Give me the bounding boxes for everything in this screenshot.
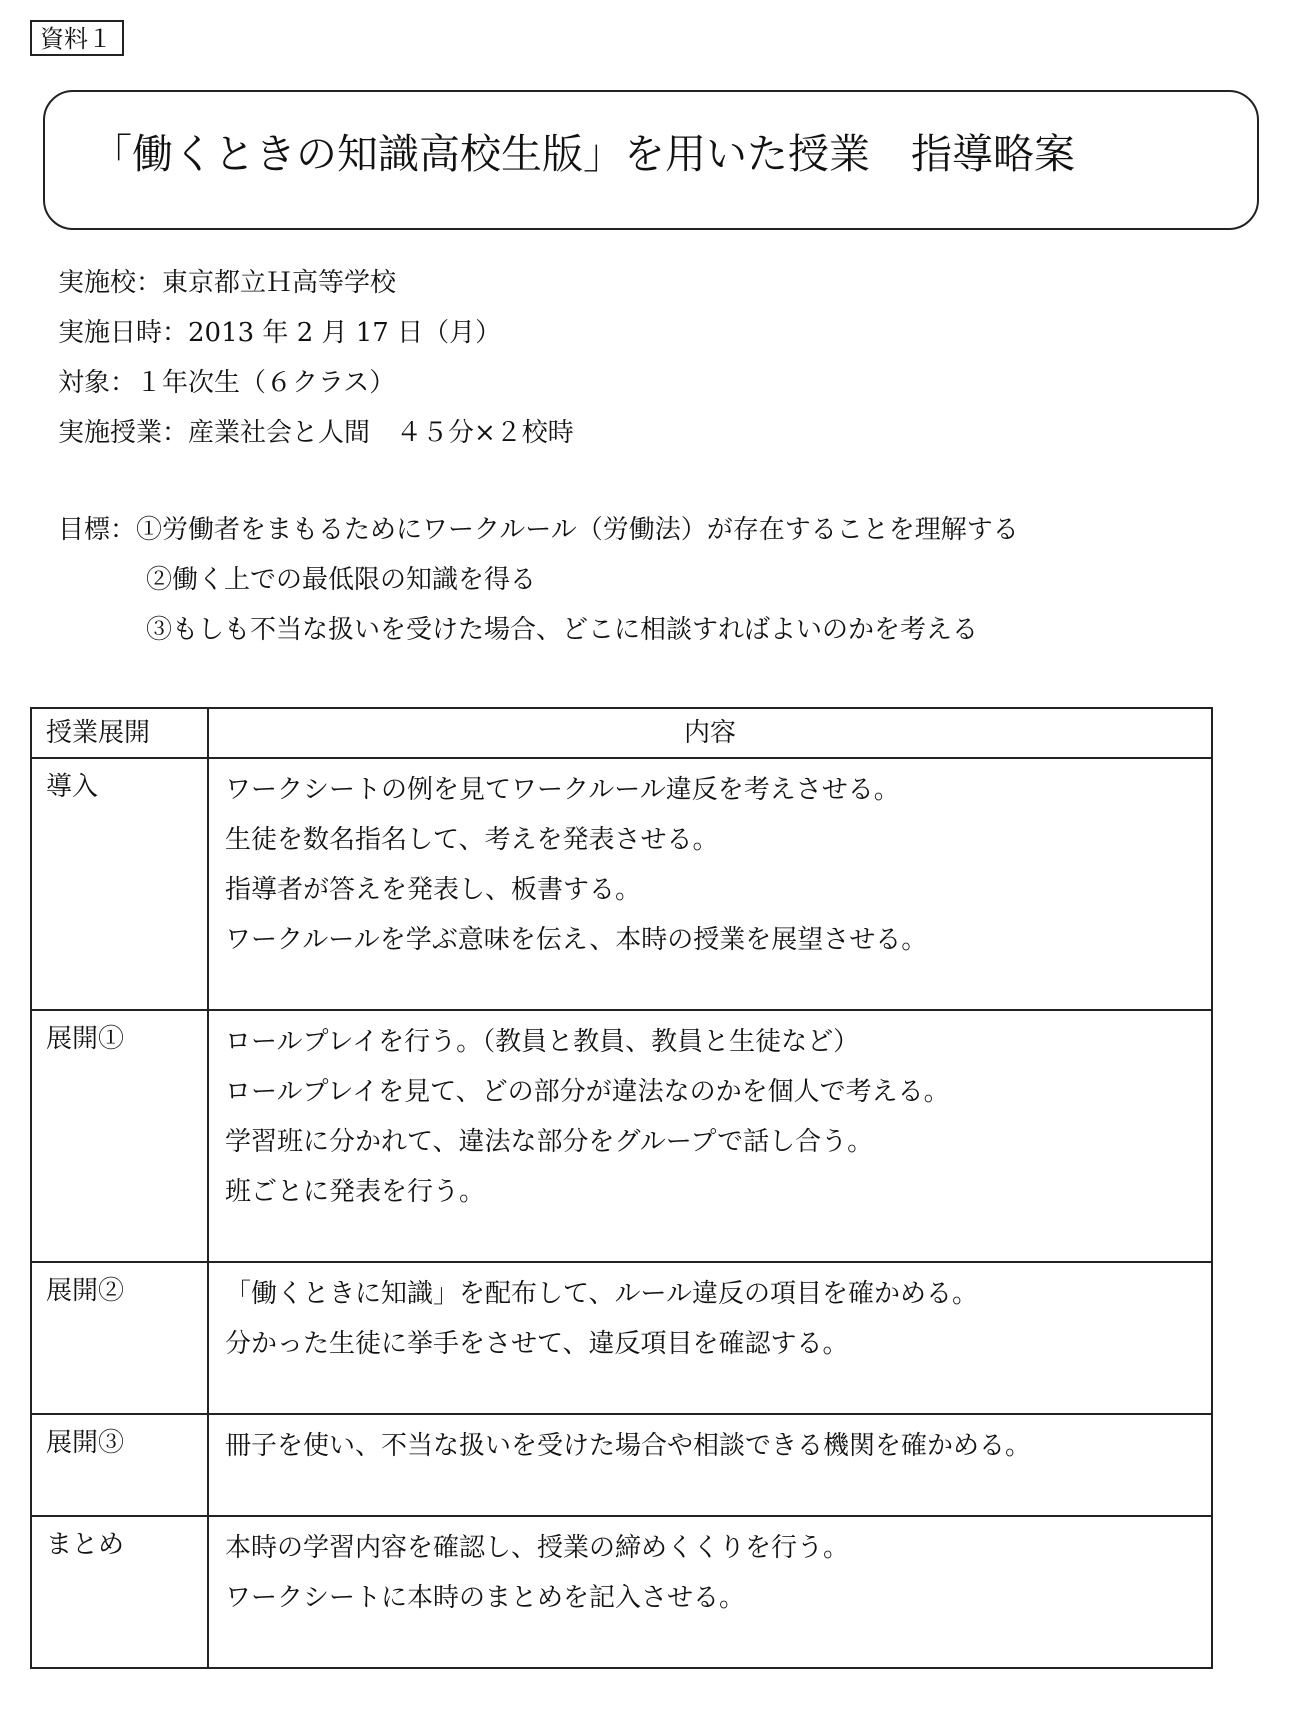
- content-item: 指導者が答えを発表し、板書する。: [225, 875, 642, 905]
- content-item: ワークルールを学ぶ意味を伝え、本時の授業を展望させる。: [225, 925, 928, 955]
- content-item: 学習班に分かれて、違法な部分をグループで話し合う。: [225, 1127, 874, 1157]
- content-item: ロールプレイを行う。（教員と教員、教員と生徒など）: [225, 1027, 860, 1057]
- phase-cell: 展開③: [31, 1414, 208, 1516]
- table-header-row: [31, 708, 1212, 758]
- content-item: ロールプレイを見て、どの部分が違法なのかを個人で考える。: [225, 1077, 950, 1107]
- table-row: [31, 1010, 1212, 1262]
- info-class: 実施授業：産業社会と人間 ４５分×２校時: [58, 418, 574, 448]
- content-item: ワークシートの例を見てワークルール違反を考えさせる。: [225, 775, 900, 805]
- goals-label: 目標：: [58, 515, 137, 545]
- goal-item: ①労働者をまもるためにワークルール（労働法）が存在することを理解する: [136, 515, 1019, 545]
- info-school: 実施校：東京都立Ｈ高等学校: [58, 268, 397, 298]
- phase-cell: 展開①: [31, 1010, 208, 1262]
- lesson-info: [58, 258, 574, 458]
- content-cell: [208, 1414, 1212, 1516]
- goal-row-1: [58, 505, 1019, 555]
- table-row: [31, 758, 1212, 1010]
- content-cell: [208, 758, 1212, 1010]
- content-item: ワークシートに本時のまとめを記入させる。: [225, 1583, 746, 1613]
- phase-cell: 展開②: [31, 1262, 208, 1414]
- goal-item: ②働く上での最低限の知識を得る: [146, 565, 537, 595]
- content-cell: [208, 1262, 1212, 1414]
- table-row: [31, 1516, 1212, 1668]
- content-item: 班ごとに発表を行う。: [225, 1177, 486, 1207]
- header-phase: 授業展開: [31, 708, 208, 758]
- info-date: 実施日時：2013 年 2 月 17 日（月）: [58, 318, 502, 348]
- content-cell: [208, 1010, 1212, 1262]
- phase-cell: まとめ: [31, 1516, 208, 1668]
- info-target: 対象：１年次生（６クラス）: [58, 368, 396, 398]
- content-cell: [208, 1516, 1212, 1668]
- phase-cell: 導入: [31, 758, 208, 1010]
- goal-item: ③もしも不当な扱いを受けた場合、どこに相談すればよいのかを考える: [146, 615, 979, 645]
- title-box: [43, 90, 1259, 230]
- content-item: 生徒を数名指名して、考えを発表させる。: [225, 825, 719, 855]
- table-row: [31, 1262, 1212, 1414]
- content-item: 分かった生徒に挙手をさせて、違反項目を確認する。: [225, 1329, 849, 1359]
- page-title: 「働くときの知識高校生版」を用いた授業 指導略案: [91, 130, 1075, 178]
- content-item: 冊子を使い、不当な扱いを受けた場合や相談できる機関を確かめる。: [225, 1431, 1032, 1461]
- content-item: 本時の学習内容を確認し、授業の締めくくりを行う。: [225, 1533, 850, 1563]
- table-row: [31, 1414, 1212, 1516]
- content-item: 「働くときに知識」を配布して、ルール違反の項目を確かめる。: [225, 1279, 978, 1309]
- lesson-plan-table: [30, 707, 1213, 1669]
- goals-section: [58, 505, 1019, 655]
- document-label: 資料１: [30, 20, 124, 56]
- header-content: 内容: [208, 708, 1212, 758]
